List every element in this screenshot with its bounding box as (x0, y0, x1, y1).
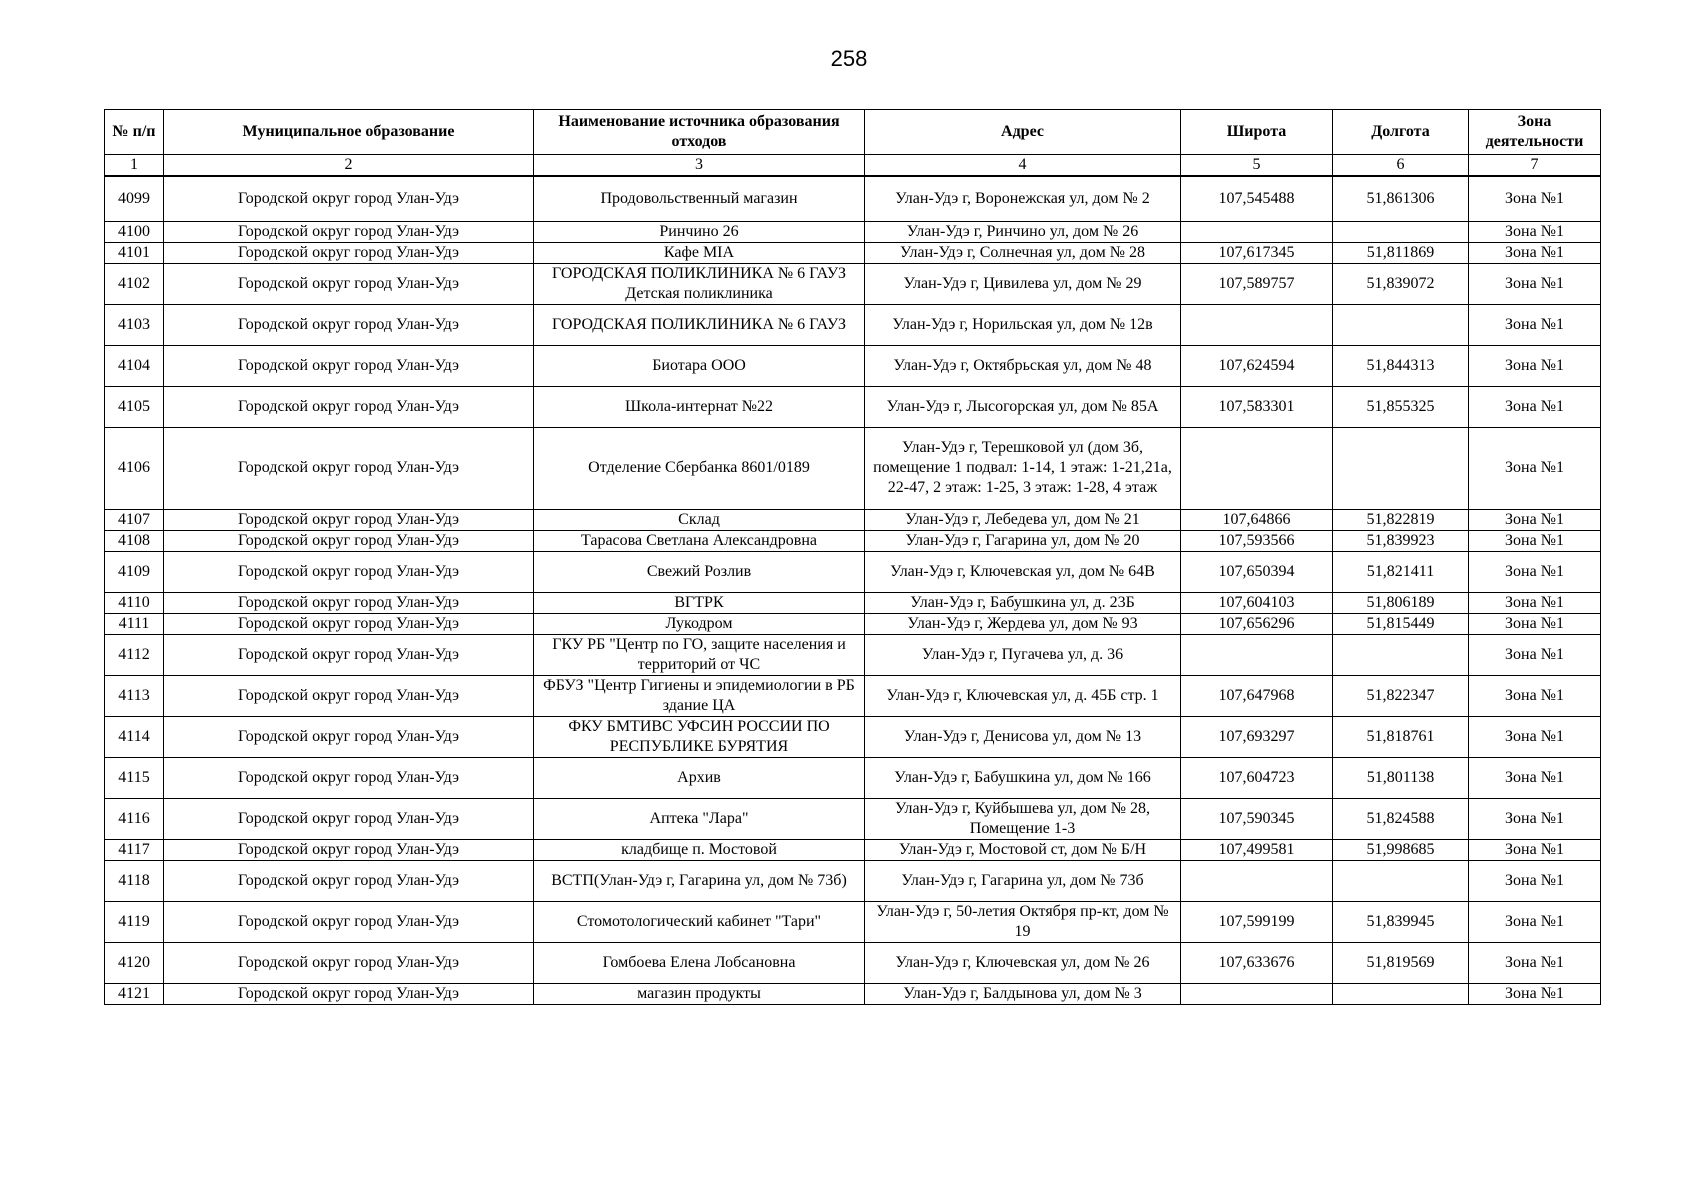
cell-index: 4100 (105, 221, 164, 242)
cell-index: 4107 (105, 509, 164, 530)
cell-latitude: 107,604723 (1181, 757, 1333, 798)
cell-latitude: 107,583301 (1181, 386, 1333, 427)
table-row (105, 901, 1601, 942)
cell-address: Улан-Удэ г, Ключевская ул, д. 45Б стр. 1 (865, 675, 1181, 716)
cell-zone: Зона №1 (1469, 551, 1601, 592)
cell-source-name: Биотара ООО (534, 345, 865, 386)
cell-latitude: 107,499581 (1181, 839, 1333, 860)
cell-zone: Зона №1 (1469, 530, 1601, 551)
cell-index: 4103 (105, 304, 164, 345)
cell-source-name: ГКУ РБ "Центр по ГО, защите населения и территорий от ЧС (534, 634, 865, 675)
cell-zone: Зона №1 (1469, 221, 1601, 242)
cell-address: Улан-Удэ г, Октябрьская ул, дом № 48 (865, 345, 1181, 386)
cell-address: Улан-Удэ г, Жердева ул, дом № 93 (865, 613, 1181, 634)
cell-index: 4105 (105, 386, 164, 427)
table-body (105, 176, 1601, 1004)
cell-zone: Зона №1 (1469, 839, 1601, 860)
table-row (105, 221, 1601, 242)
cell-address: Улан-Удэ г, Солнечная ул, дом № 28 (865, 242, 1181, 263)
cell-longitude: 51,819569 (1333, 942, 1469, 983)
cell-longitude: 51,824588 (1333, 798, 1469, 839)
cell-index: 4101 (105, 242, 164, 263)
cell-source-name: Стомотологический кабинет "Тари" (534, 901, 865, 942)
cell-source-name: ГОРОДСКАЯ ПОЛИКЛИНИКА № 6 ГАУЗ Детская поликлиника (534, 263, 865, 304)
cell-zone: Зона №1 (1469, 242, 1601, 263)
table-row (105, 263, 1601, 304)
cell-address: Улан-Удэ г, Пугачева ул, д. 36 (865, 634, 1181, 675)
cell-index: 4104 (105, 345, 164, 386)
cell-municipality: Городской округ город Улан-Удэ (164, 345, 534, 386)
cell-index: 4099 (105, 176, 164, 221)
cell-municipality: Городской округ город Улан-Удэ (164, 634, 534, 675)
cell-source-name: Аптека "Лара" (534, 798, 865, 839)
cell-longitude: 51,822819 (1333, 509, 1469, 530)
table-row (105, 592, 1601, 613)
cell-source-name: Школа-интернат №22 (534, 386, 865, 427)
cell-latitude (1181, 860, 1333, 901)
cell-latitude: 107,656296 (1181, 613, 1333, 634)
cell-latitude: 107,693297 (1181, 716, 1333, 757)
cell-longitude: 51,855325 (1333, 386, 1469, 427)
cell-index: 4115 (105, 757, 164, 798)
cell-latitude: 107,590345 (1181, 798, 1333, 839)
table-row (105, 551, 1601, 592)
cell-longitude: 51,815449 (1333, 613, 1469, 634)
cell-source-name: Архив (534, 757, 865, 798)
cell-municipality: Городской округ город Улан-Удэ (164, 221, 534, 242)
cell-zone: Зона №1 (1469, 613, 1601, 634)
cell-municipality: Городской округ город Улан-Удэ (164, 551, 534, 592)
cell-municipality: Городской округ город Улан-Удэ (164, 798, 534, 839)
cell-municipality: Городской округ город Улан-Удэ (164, 942, 534, 983)
cell-address: Улан-Удэ г, Норильская ул, дом № 12в (865, 304, 1181, 345)
cell-longitude: 51,822347 (1333, 675, 1469, 716)
cell-longitude (1333, 983, 1469, 1004)
cell-municipality: Городской округ город Улан-Удэ (164, 901, 534, 942)
column-number: 2 (164, 155, 534, 177)
cell-latitude: 107,604103 (1181, 592, 1333, 613)
cell-index: 4120 (105, 942, 164, 983)
table-row (105, 839, 1601, 860)
cell-source-name: ФБУЗ "Центр Гигиены и эпидемиологии в РБ здание ЦА (534, 675, 865, 716)
cell-municipality: Городской округ город Улан-Удэ (164, 675, 534, 716)
cell-longitude: 51,839923 (1333, 530, 1469, 551)
cell-municipality: Городской округ город Улан-Удэ (164, 860, 534, 901)
cell-zone: Зона №1 (1469, 901, 1601, 942)
cell-index: 4118 (105, 860, 164, 901)
cell-municipality: Городской округ город Улан-Удэ (164, 242, 534, 263)
header-address: Адрес (865, 110, 1181, 155)
table-header-row (105, 110, 1601, 155)
cell-zone: Зона №1 (1469, 386, 1601, 427)
cell-latitude: 107,593566 (1181, 530, 1333, 551)
cell-address: Улан-Удэ г, Балдынова ул, дом № 3 (865, 983, 1181, 1004)
cell-zone: Зона №1 (1469, 983, 1601, 1004)
cell-address: Улан-Удэ г, Гагарина ул, дом № 73б (865, 860, 1181, 901)
table-row (105, 757, 1601, 798)
cell-address: Улан-Удэ г, Ключевская ул, дом № 64В (865, 551, 1181, 592)
cell-index: 4121 (105, 983, 164, 1004)
table-row (105, 176, 1601, 221)
cell-zone: Зона №1 (1469, 634, 1601, 675)
cell-zone: Зона №1 (1469, 304, 1601, 345)
cell-address: Улан-Удэ г, Лебедева ул, дом № 21 (865, 509, 1181, 530)
cell-longitude: 51,839945 (1333, 901, 1469, 942)
cell-longitude (1333, 304, 1469, 345)
cell-index: 4111 (105, 613, 164, 634)
table-row (105, 242, 1601, 263)
cell-latitude: 107,599199 (1181, 901, 1333, 942)
cell-longitude: 51,811869 (1333, 242, 1469, 263)
cell-address: Улан-Удэ г, Куйбышева ул, дом № 28, Помещение 1-3 (865, 798, 1181, 839)
cell-source-name: Ринчино 26 (534, 221, 865, 242)
cell-zone: Зона №1 (1469, 716, 1601, 757)
cell-latitude: 107,650394 (1181, 551, 1333, 592)
cell-municipality: Городской округ город Улан-Удэ (164, 839, 534, 860)
cell-source-name: ГОРОДСКАЯ ПОЛИКЛИНИКА № 6 ГАУЗ (534, 304, 865, 345)
cell-address: Улан-Удэ г, Воронежская ул, дом № 2 (865, 176, 1181, 221)
table-row (105, 613, 1601, 634)
table-row (105, 716, 1601, 757)
cell-latitude: 107,647968 (1181, 675, 1333, 716)
table-row (105, 634, 1601, 675)
cell-index: 4119 (105, 901, 164, 942)
cell-longitude: 51,818761 (1333, 716, 1469, 757)
cell-address: Улан-Удэ г, Лысогорская ул, дом № 85А (865, 386, 1181, 427)
header-source-name: Наименование источника образования отходов (534, 110, 865, 155)
cell-municipality: Городской округ город Улан-Удэ (164, 530, 534, 551)
table-row (105, 509, 1601, 530)
cell-longitude: 51,844313 (1333, 345, 1469, 386)
cell-longitude: 51,821411 (1333, 551, 1469, 592)
cell-index: 4112 (105, 634, 164, 675)
cell-municipality: Городской округ город Улан-Удэ (164, 427, 534, 509)
cell-municipality: Городской округ город Улан-Удэ (164, 176, 534, 221)
table-row (105, 304, 1601, 345)
table-row (105, 345, 1601, 386)
cell-zone: Зона №1 (1469, 757, 1601, 798)
cell-latitude (1181, 304, 1333, 345)
cell-index: 4114 (105, 716, 164, 757)
cell-index: 4116 (105, 798, 164, 839)
column-number: 7 (1469, 155, 1601, 177)
cell-index: 4117 (105, 839, 164, 860)
cell-latitude (1181, 983, 1333, 1004)
cell-index: 4113 (105, 675, 164, 716)
cell-zone: Зона №1 (1469, 942, 1601, 983)
cell-municipality: Городской округ город Улан-Удэ (164, 757, 534, 798)
cell-municipality: Городской округ город Улан-Удэ (164, 716, 534, 757)
cell-address: Улан-Удэ г, Ринчино ул, дом № 26 (865, 221, 1181, 242)
cell-source-name: Отделение Сбербанка 8601/0189 (534, 427, 865, 509)
table-row (105, 983, 1601, 1004)
cell-source-name: ФКУ БМТИВС УФСИН РОССИИ ПО РЕСПУБЛИКЕ БУРЯТИЯ (534, 716, 865, 757)
cell-municipality: Городской округ город Улан-Удэ (164, 386, 534, 427)
cell-longitude: 51,998685 (1333, 839, 1469, 860)
cell-municipality: Городской округ город Улан-Удэ (164, 592, 534, 613)
cell-source-name: Кафе MIA (534, 242, 865, 263)
column-number: 4 (865, 155, 1181, 177)
cell-index: 4102 (105, 263, 164, 304)
cell-zone: Зона №1 (1469, 509, 1601, 530)
cell-source-name: магазин продукты (534, 983, 865, 1004)
cell-latitude: 107,64866 (1181, 509, 1333, 530)
waste-sources-table (104, 109, 1601, 1005)
cell-longitude (1333, 221, 1469, 242)
cell-source-name: ВГТРК (534, 592, 865, 613)
cell-index: 4109 (105, 551, 164, 592)
cell-source-name: Лукодром (534, 613, 865, 634)
header-zone: Зона деятельности (1469, 110, 1601, 155)
cell-zone: Зона №1 (1469, 860, 1601, 901)
table-row (105, 860, 1601, 901)
cell-latitude: 107,617345 (1181, 242, 1333, 263)
cell-source-name: Склад (534, 509, 865, 530)
cell-latitude (1181, 427, 1333, 509)
cell-address: Улан-Удэ г, Ключевская ул, дом № 26 (865, 942, 1181, 983)
cell-address: Улан-Удэ г, 50-летия Октября пр-кт, дом № 19 (865, 901, 1181, 942)
cell-zone: Зона №1 (1469, 592, 1601, 613)
table-row (105, 675, 1601, 716)
cell-zone: Зона №1 (1469, 263, 1601, 304)
cell-index: 4110 (105, 592, 164, 613)
cell-zone: Зона №1 (1469, 798, 1601, 839)
cell-zone: Зона №1 (1469, 675, 1601, 716)
cell-latitude: 107,545488 (1181, 176, 1333, 221)
cell-address: Улан-Удэ г, Бабушкина ул, дом № 166 (865, 757, 1181, 798)
cell-zone: Зона №1 (1469, 176, 1601, 221)
column-number: 5 (1181, 155, 1333, 177)
header-latitude: Широта (1181, 110, 1333, 155)
cell-zone: Зона №1 (1469, 427, 1601, 509)
cell-address: Улан-Удэ г, Бабушкина ул, д. 23Б (865, 592, 1181, 613)
cell-source-name: кладбище п. Мостовой (534, 839, 865, 860)
cell-longitude: 51,861306 (1333, 176, 1469, 221)
table-row (105, 530, 1601, 551)
cell-municipality: Городской округ город Улан-Удэ (164, 304, 534, 345)
cell-source-name: Гомбоева Елена Лобсановна (534, 942, 865, 983)
cell-longitude: 51,801138 (1333, 757, 1469, 798)
cell-latitude: 107,624594 (1181, 345, 1333, 386)
cell-source-name: Тарасова Светлана Александровна (534, 530, 865, 551)
header-index: № п/п (105, 110, 164, 155)
table-row (105, 798, 1601, 839)
cell-source-name: ВСТП(Улан-Удэ г, Гагарина ул, дом № 73б) (534, 860, 865, 901)
cell-latitude: 107,633676 (1181, 942, 1333, 983)
cell-source-name: Свежий Розлив (534, 551, 865, 592)
cell-address: Улан-Удэ г, Цивилева ул, дом № 29 (865, 263, 1181, 304)
column-number: 1 (105, 155, 164, 177)
cell-source-name: Продовольственный магазин (534, 176, 865, 221)
cell-address: Улан-Удэ г, Гагарина ул, дом № 20 (865, 530, 1181, 551)
cell-municipality: Городской округ город Улан-Удэ (164, 263, 534, 304)
table-row (105, 942, 1601, 983)
header-municipality: Муниципальное образование (164, 110, 534, 155)
cell-municipality: Городской округ город Улан-Удэ (164, 983, 534, 1004)
cell-longitude: 51,839072 (1333, 263, 1469, 304)
cell-longitude (1333, 634, 1469, 675)
cell-latitude (1181, 634, 1333, 675)
cell-address: Улан-Удэ г, Мостовой ст, дом № Б/Н (865, 839, 1181, 860)
cell-index: 4108 (105, 530, 164, 551)
cell-address: Улан-Удэ г, Денисова ул, дом № 13 (865, 716, 1181, 757)
cell-longitude: 51,806189 (1333, 592, 1469, 613)
cell-municipality: Городской округ город Улан-Удэ (164, 613, 534, 634)
cell-index: 4106 (105, 427, 164, 509)
cell-longitude (1333, 860, 1469, 901)
header-longitude: Долгота (1333, 110, 1469, 155)
cell-municipality: Городской округ город Улан-Удэ (164, 509, 534, 530)
column-number-row (105, 155, 1601, 177)
table-row (105, 386, 1601, 427)
cell-zone: Зона №1 (1469, 345, 1601, 386)
column-number: 3 (534, 155, 865, 177)
cell-address: Улан-Удэ г, Терешковой ул (дом 3б, помещение 1 подвал: 1-14, 1 этаж: 1-21,21а, 22-47, 2 этаж: 1-25, 3 этаж: 1-28, 4 этаж (865, 427, 1181, 509)
column-number: 6 (1333, 155, 1469, 177)
table-row (105, 427, 1601, 509)
cell-longitude (1333, 427, 1469, 509)
cell-latitude: 107,589757 (1181, 263, 1333, 304)
page-number: 258 (830, 46, 868, 71)
cell-latitude (1181, 221, 1333, 242)
